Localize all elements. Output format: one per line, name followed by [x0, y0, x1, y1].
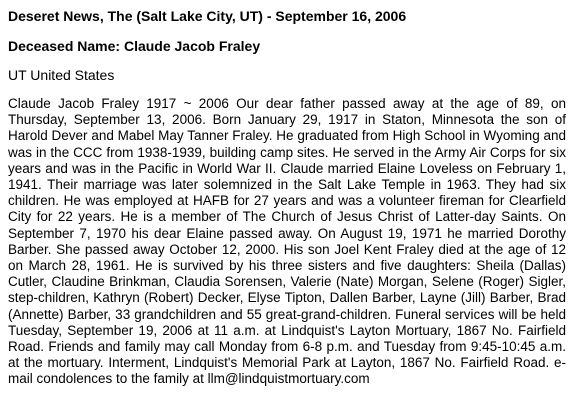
- obituary-text: Claude Jacob Fraley 1917 ~ 2006 Our dear father passed away at the age of 89, on Thursday, September 13, 2006. Born January 29, 1917 in Staton, Minnesota the son of Harold Dever and Mabel May Tanner Fraley. He graduated from High School in Wyoming and was in the CCC from 1938-1939, building camp sites. He served in the Army Air Corps for six years and was in the Pacific in World War II. Claude married Elaine Loveless on February 1, 1941. Their marriage was later solemnized in the Salt Lake Temple in 1963. They had six children. He was employed at HAFB for 27 years and was a volunteer fireman for Clearfield City for 22 years. He is a member of The Church of Jesus Christ of Latter-day Saints. On September 7, 1970 his dear Elaine passed away. On August 19, 1971 he married Dorothy Barber. She passed away October 12, 2000. His son Joel Kent Fraley died at the age of 12 on March 28, 1961. He is survived by his three sisters and five daughters: Sheila (Dallas) Cutler, Claudine Brinkman, Claudia Sorensen, Valerie (Nate) Morgan, Selene (Roger) Sigler, step-children, Kathryn (Robert) Decker, Elyse Tipton, Dallen Barber, Layne (Jill) Barber, Brad (Annette) Barber, 33 grandchildren and 55 great-grand-children. Funeral services will be held Tuesday, September 19, 2006 at 11 a.m. at Lindquist's Layton Mortuary, 1867 No. Fairfield Road. Friends and family may call Monday from 6-8 p.m. and Tuesday from 9:45-10:45 a.m. at the mortuary. Interment, Lindquist's Memorial Park at Layton, 1867 No. Fairfield Road. e-mail condolences to the family at llm@lindquistmortuary.com: [8, 96, 566, 387]
- deceased-name-value: Claude Jacob Fraley: [123, 38, 261, 54]
- deceased-name-label: Deceased Name:: [8, 38, 121, 54]
- deceased-name-line: [8, 38, 568, 55]
- obituary-page: [8, 8, 568, 388]
- location-text: UT United States: [8, 67, 115, 83]
- source-title: Deseret News, The (Salt Lake City, UT) - September 16, 2006: [8, 8, 407, 24]
